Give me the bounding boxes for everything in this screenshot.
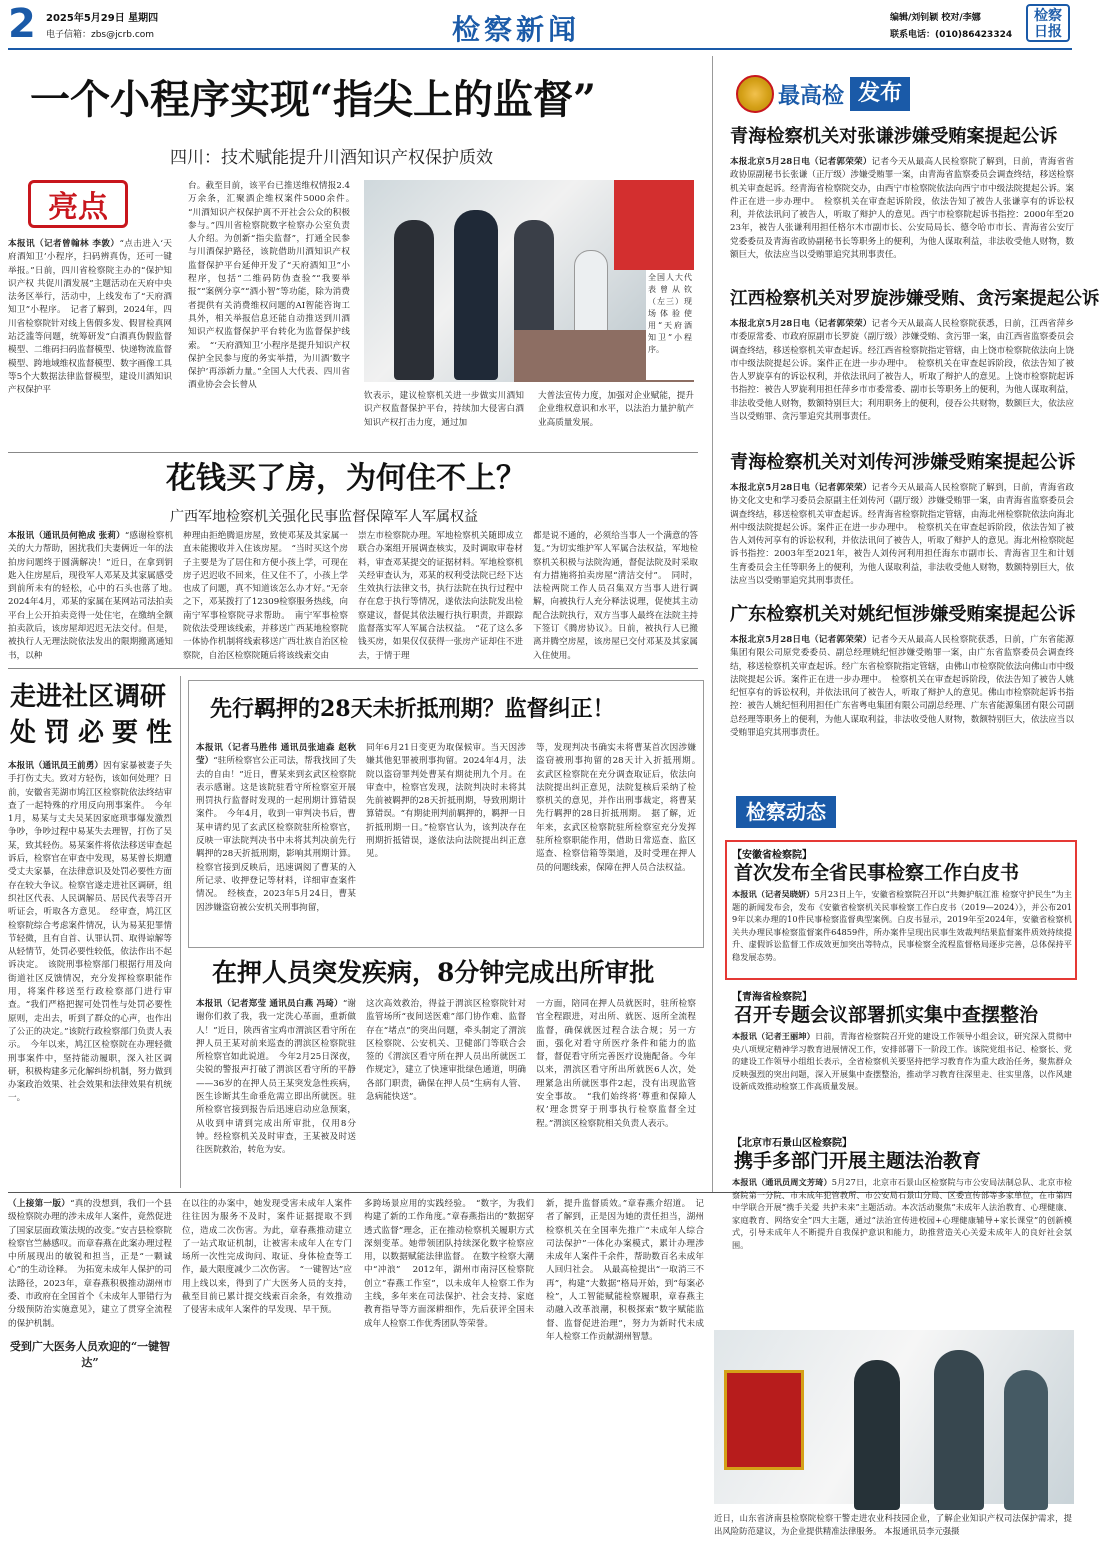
dynamics-item-2-title: 召开专题会议部署抓实集中查摆整治 [734, 1004, 1039, 1026]
dynamics-item-1-title: 首次发布全省民事检察工作白皮书 [734, 862, 1020, 884]
article-6-subheading: 受到广大医务人员欢迎的“一键智达” [9, 1339, 171, 1369]
dynamics-item-2-byline: 本报讯（记者王丽坤） [732, 1031, 815, 1041]
article-6-col4: 新，提升监督质效。”章春燕介绍道。 记者了解到，正是因为她的责任担当，湖州检察机关在全国率先推广“未成年人综合司法保护”一体化办案模式，累计办理涉未成年人案件千余件，帮助数百名未成年人回归社会。 从最高检提出“一取消三不再”，构建“大数据”格局开始，到“每案必检”，人工智能赋能检察履职，章春燕主动融入改革浪潮，积极探索“数字赋能监督、监督促进治理”，努力为新时代未成年人检察工作贡献湖州智慧。 [546, 1199, 704, 1342]
right-item-3-byline: 本报北京5月28日电（记者郭荣荣） [730, 483, 872, 493]
article-3-byline: 本报讯（通讯员王前勇） [8, 761, 103, 771]
release-banner-tag: 发布 [850, 77, 910, 111]
newspaper-logo: 检察日报 [1026, 4, 1070, 42]
article-1-photo [364, 180, 694, 382]
right-item-3-title: 青海检察机关对刘传河涉嫌受贿案提起公诉 [730, 452, 1076, 473]
right-item-1-title: 青海检察机关对张谦涉嫌受贿案提起公诉 [730, 126, 1058, 147]
article-3-body [8, 760, 172, 1186]
right-item-1-text: 记者今天从最高人民检察院了解到，日前，青海省省政协原副秘书长张谦（正厅级）涉嫌受贿罪一案，由青海省监察委员会调查终结，移送检察机关审查起诉。经青海省检察院交办，由西宁市检察院依法向西宁市中级法院提起公诉。案件正在进一步办理中。 检察机关在审查起诉阶段，依法告知了被告人张谦享有的诉讼权利，并依法讯问了被告人，听取了辩护人的意见。西宁市检察院起诉书指控：2000年至2023年，被告人张谦利用担任格尔木市副市长、公安局局长、德令哈市市长、青海省公安厅党委委员及青海省政协副秘书长等职务上的便利，为他人谋取利益，非法收受他人财物，数额巨大，依法应当以受贿罪追究其刑事责任。 [730, 157, 1074, 261]
editors: 编辑/刘钊颖 校对/李娜 [890, 13, 981, 23]
article-4-headline: 先行羁押的28天未折抵刑期？监督纠正！ [210, 696, 615, 722]
right-item-2-text: 记者今天从最高人民检察院获悉，日前，江西省萍乡市委原常委、市政府原副市长罗旋（副厅级）涉嫌受贿、贪污罪一案，由江西省监察委员会调查终结，移送检察机关审查起诉。经江西省检察院指定管辖，由上饶市检察院依法向上饶市中级法院提起公诉。案件正在进一步办理中。 检察机关在审查起诉阶段，依法告知了被告人罗旋享有的诉讼权利，并依法讯问了被告人，听取了辩护人的意见。上饶市检察院起诉书指控：被告人罗旋利用担任萍乡市市委常委、副市长等职务上的便利，为他人谋取利益，非法收受他人财物，数额特别巨大；利用职务上的便利，侵吞公共财物，数额巨大，依法应当以受贿罪、贪污罪追究其刑事责任。 [730, 319, 1074, 423]
section-title: 检察新闻 [452, 13, 581, 46]
phone: 联系电话：(010)86423324 [890, 30, 1013, 40]
article-2-col2: 种理由拒绝腾退房屋，致使邓某及其家属一直未能搬收并入住该房屋。 “当时买这个房子主要是为了居住和方便小孩上学，可现在房子迟迟收不回来，住又住不了，小孩上学也成了问题，真不知道该怎么办才好。”无奈之下，邓某拨打了12309检察服务热线，向南宁军事检察院寻求帮助。 南宁军事检察院依法受理该线索，并移送广西某地检察院一体协作机制将线索移送广西壮族自治区检察院，自治区检察院随后将该线索交由 [183, 531, 348, 661]
dynamics-item-3-tag: 【北京市石景山区检察院】 [732, 1138, 852, 1149]
article-2-byline: 本报讯（通讯员何艳成 张莉） [8, 531, 125, 541]
article-1-col1 [8, 238, 172, 414]
dynamics-item-1-body [732, 888, 1072, 976]
right-item-4-body [730, 634, 1074, 780]
bottom-photo-poster [724, 1370, 804, 1470]
page-number: 2 [8, 1, 36, 47]
article-2-col3: 崇左市检察院办理。军地检察机关随即成立联合办案组开展调查核实，及时调取审卷材料，审查邓某提交的证据材料。军地检察机关经审查认为，邓某的权利受法院已经下达生效执行法律文书，执行法院在执行过程中存在怠于执行等情况，遂依法向法院发出检察建议，督促其依法履行执行职责，并跟踪监督落实军人军属合法权益。 “花了这么多钱买房，如果仅仅获得一张房产证却住不进去，于情于理 [358, 531, 523, 661]
article-5-col3: 一方面，陪同在押人员就医时，驻所检察官全程跟进，对出所、就医、返所全流程监督，确保就医过程合法合规；另一方面，强化对看守所医疗条件和能力的监督，督促看守所完善医疗设施配备。今年以来，渭滨区看守所出所就医6人次，处理紧急出所就医事件2起，没有出现监管安全事故。 “我们始终将‘尊重和保障人权’理念贯穿于刑事执行检察监督全过程。”渭滨区检察院相关负责人表示。 [536, 999, 696, 1129]
article-4-byline: 本报讯（记者马胜伟 通讯员张迪森 赵秋莹） [196, 743, 356, 767]
article-5-headline: 在押人员突发疾病，8分钟完成出所审批 [212, 958, 655, 987]
bottom-photo-figure-3 [1004, 1370, 1048, 1510]
right-item-2-title: 江西检察机关对罗旋涉嫌受贿、贪污案提起公诉 [730, 288, 1099, 309]
dynamics-item-1-text: 5月23日上午，安徽省检察院召开以“共舞护航江淮 检察守护民生”为主题的新闻发布会，发布《安徽省检察机关民事检察工作白皮书（2019—2024）》，并公布2019年以来办理的10件民事检察监督典型案例。白皮书显示，2019年至2024年，安徽省检察机关共办理民事检察监督案件64859件，所办案件呈现出民事生效裁判结果监督案件质效持续提升、虚假诉讼监督工作成效更加突出等特点，民事检察全流程监督格局逐步完善，总体保持平稳发展态势。 [732, 889, 1072, 962]
right-item-1-body [730, 156, 1074, 276]
article-5-byline: 本报讯（记者郑莹 通讯员白燕 冯琦） [196, 999, 343, 1009]
highlight-badge-text: 亮点 [48, 190, 108, 225]
article-1-col2: 台。截至目前，该平台已推送维权情报2.4万余条，汇聚酒企维权案件5000余件。 “川酒知识产权保护离不开社会公众的积极参与。”四川省检察院数字检察办公室负责人介绍。为创新“指尖监督”，打通全民参与川酒保护路径，该院借助川酒知识产权监督保护平台延伸开发了“天府酒知卫”小程序，包括“二维码防伪查验”“我要举报”“案例分享”“酒小智”等功能，除为消费者提供有关消费维权问题的AI智能咨询工具外，相关举报信息还能自动推送到川酒知识产权监督保护平台转化为监督保护线索。 “‘天府酒知卫’小程序是提升知识产权保护全民参与度的务实举措，为川酒‘数字保护’再添新力量。”全国人大代表、四川省酒业协会会长曾从 [188, 181, 359, 391]
photo-figure-2 [454, 210, 498, 380]
dynamics-item-3-body [732, 1176, 1072, 1324]
right-item-4-title: 广东检察机关对姚纪恒涉嫌受贿案提起公诉 [730, 604, 1076, 625]
release-banner [736, 74, 914, 114]
bottom-photo [714, 1330, 1074, 1504]
article-2-headline: 花钱买了房，为何住不上？ [166, 461, 526, 496]
article-6-lead-tag: （上接第一版） [8, 1199, 71, 1209]
right-item-4-byline: 本报北京5月28日电（记者郭荣荣） [730, 635, 872, 645]
emblem-icon [736, 75, 774, 113]
article-5-col2: 这次高效救治，得益于渭滨区检察院针对监管场所“夜间送医难”部门协作难、监督存在“堵点”的突出问题，牵头制定了渭滨区检察院、公安机关、卫健部门等联合会签的《渭滨区看守所在押人员出所就医工作规定》，建立了快速审批绿色通道，明确各部门职责，确保在押人员“生病有人管、急病能快送”。 [366, 999, 526, 1103]
article-5-col1 [196, 998, 356, 1186]
article-1-subhead: 四川：技术赋能提升川酒知识产权保护质效 [170, 148, 493, 168]
right-item-2-body [730, 318, 1074, 442]
article-4-col2: 同年6月21日变更为取保候审。当天因涉嫌其他犯罪被刑事拘留。2024年4月，法院以盗窃罪判处曹某有期徒刑九个月。在审查中，检察官发现，法院判决时未将其先前被羁押的28天折抵刑期，导致刑期计算错误。“有期徒刑判前羁押的，羁押一日折抵刑期一日。”检察官认为，该判决存在刑期折抵错误，遂依法向法院提出纠正意见。 [366, 743, 526, 860]
dynamics-item-1-tag: 【安徽省检察院】 [732, 850, 812, 861]
article-4-col1-text: “驻所检察官公正司法，帮我找回了失去的自由！”近日，曹某来到玄武区检察院表示感谢。这是该院驻看守所检察室开展刑罚执行监督时发现的一起刑期计算错误案件。 今年4月，收到一审判决书后，曹某申请约见了玄武区检察院驻所检察官，反映一审法院判决书中未将其判决前先行羁押的28天折抵刑期，影响其刑期计算。检察官接到反映后，迅速调阅了曹某的入所记录、收押登记等材料，详细审查案件情况。 经核查，2023年5月24日，曹某因涉嫌盗窃被公安机关刑事拘留， [196, 756, 356, 913]
right-item-4-text: 记者今天从最高人民检察院获悉，日前，广东省能源集团有限公司原党委委员、副总经理姚纪恒涉嫌受贿罪一案，由广东省监察委员会调查终结，移送检察机关审查起诉。经广东省检察院指定管辖，由佛山市检察院依法向佛山市中级法院提起公诉。案件正在进一步办理中。 检察机关在审查起诉阶段，依法告知了被告人姚纪恒享有的诉讼权利，并依法讯问了被告人，听取了辩护人的意见。佛山市检察院起诉书指控：被告人姚纪恒利用担任广东省粤电集团有限公司副总经理、广东省能源集团有限公司副总经理等职务上的便利，为他人谋取利益，非法收受他人财物，数额特别巨大，依法应当以受贿罪追究其刑事责任。 [730, 635, 1074, 739]
photo-display-board [614, 180, 694, 270]
article-2-col1 [8, 530, 182, 661]
article-1-byline: 本报讯（记者曾翰林 李敦） [8, 239, 120, 249]
article-6-col1-text: “真的没想到，我们一个县级检察院办理的涉未成年人案件，竟然促进了国家层面政策法规的改变。”安吉县检察院检察官竺赫感叹。而章春燕在此案办理过程中所展现出的敏锐和担当，正是“一颗诚心”的生动诠释。 为拓宽未成年人保护的司法路径，2023年，章春燕积极推动湖州市委、市政府在全国首个《未成年人罪错行为分级预防治实施意见》，建立了贯穿全流程的保护机制。 [8, 1199, 172, 1329]
article-4-col3: 等，发现判决书确实未将曹某首次因涉嫌盗窃被刑事拘留的28天计入折抵刑期。 玄武区检察院在充分调查取证后，依法向法院提出纠正意见，法院复核后采纳了检察机关的意见，并作出刑事裁定，将曹某先行羁押的28日折抵刑期。 据了解，近年来，玄武区检察院驻所检察室充分发挥驻所检察职能作用，借助日常巡查、监区巡查、检察信箱等渠道，及时受理在押人员的问题线索，保障在押人员合法权益。 [536, 743, 705, 873]
article-5-body [196, 998, 696, 1186]
article-2-body [8, 530, 698, 660]
bottom-photo-figure-1 [854, 1360, 900, 1510]
right-item-1-byline: 本报北京5月28日电（记者郭荣荣） [730, 157, 872, 167]
dynamics-item-3-byline: 本报讯（通讯员周文芳琦） [732, 1177, 832, 1187]
email: 电子信箱：zbs@jcrb.com [46, 30, 155, 40]
article-6-col3: 多跨场景应用的实践经验。 “数字，为我们构建了新的工作角度。”章春燕指出的“数据穿透式监督”理念，正在推动检察机关履职方式深刻变革。她带领团队持续深化数字检察应用，以数据赋能法律监督。 在数字检察大潮中“冲浪” 2012年，湖州市南浔区检察院创立“春燕工作室”，以未成年人检察工作为主线，多年来在司法保护、社会支持、家庭教育指导等方面深耕细作，先后获评全国未成年人检察工作优秀团队等荣誉。 [364, 1199, 534, 1329]
issue-date: 2025年5月29日 星期四 [46, 13, 159, 24]
highlight-badge [28, 180, 128, 228]
photo-figure-1 [394, 220, 434, 380]
article-5-col1-text: “谢谢你们救了我，我一定洗心革面，重新做人！”近日，陕西省宝鸡市渭滨区看守所在押人员王某对前来巡查的渭滨区检察院驻所检察官如此说道。 今年2月25日深夜，尖锐的警报声打破了渭滨区看守所的平静——36岁的在押人员王某突发急性疾病，医生诊断其生命垂危需立即出所就医。驻所检察官接到报告后迅速启动应急预案，从收到申请到完成出所审批，仅用8分钟。经检察机关及时审查，王某被及时送往医院救治，转危为安。 [196, 999, 356, 1156]
article-1-headline: 一个小程序实现“指尖上的监督” [30, 76, 597, 123]
article-3-headline-line1: 走进社区调研 [10, 682, 167, 712]
dynamics-header: 检察动态 [736, 796, 836, 828]
article-4-col1 [196, 742, 356, 942]
dynamics-item-1-byline: 本报讯（记者吴晓妍） [732, 889, 815, 899]
right-item-2-byline: 本报北京5月28日电（记者郭荣荣） [730, 319, 872, 329]
article-1-photo-caption: 全国人大代表曾从钦（左三）现场体验使用“天府酒知卫”小程序。 [646, 270, 694, 380]
article-4-body [196, 742, 705, 942]
article-1-col1-text: “点击进入‘天府酒知卫’小程序，扫码辨真伪，还可一键举报。”日前，四川省检察院主办的“保护知识产权 共促川酒发展”主题活动在天府中央法务区举行，活动中，上线发布了“天府酒知卫”小程序。 记者了解到，2024年，四川省检察院针对线上售假多发、假冒检真网站泛滥等问题，统筹研发“白酒真伪假监督模型、二维码扫码监督模型、快递物流监督模型、跨地域维权监督模型、数字画像工具等5个大数据法律监督模型，建设川酒知识产权保护平 [8, 239, 172, 396]
article-1-col3: 钦表示，建议检察机关进一步做实川酒知识产权监督保护平台，持续加大侵害白酒知识产权打击力度，通过加 [364, 391, 524, 428]
bottom-photo-caption: 近日，山东省济南县检察院检察干警走进农业科技园企业，了解企业知识产权司法保护需求，提出风险防范建议，为企业提供精准法律服务。 本报通讯员李元强摄 [714, 1513, 1072, 1536]
release-banner-label: 最高检 [778, 83, 845, 109]
right-item-3-text: 记者今天从最高人民检察院了解到，日前，青海省政协文化文史和学习委员会原副主任刘传河（副厅级）涉嫌受贿罪一案，由青海省监察委员会调查终结，移送检察机关审查起诉。经青海省检察院指定管辖，由海北州检察院依法向海北州中级法院提起公诉。案件正在进一步办理中。 检察机关在审查起诉阶段，依法告知了被告人刘传河享有的诉讼权利，并依法讯问了被告人，听取了辩护人的意见。海北州检察院起诉书指控：2003年至2021年，被告人刘传河利用担任海东市副市长、青海省卫生和计划生育委员会主任等职务上的便利，为他人谋取利益，非法收受他人财物，数额特别巨大，依法应当以受贿罪追究其刑事责任。 [730, 483, 1074, 587]
right-item-3-body [730, 482, 1074, 594]
dynamics-item-3-text: 5月27日，北京市石景山区检察院与市公安局法制总队、北京市检察院第一分院、市未成年犯管教所、市公安局石景山分局、区委宣传部等多家单位，在市第四中学联合开展“携手关爱 共护未来”主题活动。本次活动聚焦“未成年人法治教育、心理健康、家庭教育、网络安全”四大主题，通过“法治宣传进校园+心理健康辅导+家长课堂”的创新模式，引导未成年人不断提升自我保护意识和能力，助推营造关心关爱未成年人的良好社会氛围。 [732, 1177, 1072, 1250]
article-2-subhead: 广西军地检察机关强化民事监督保障军人军属权益 [170, 509, 478, 525]
dynamics-item-2-body [732, 1030, 1072, 1128]
dynamics-item-2-tag: 【青海省检察院】 [732, 992, 812, 1003]
article-6-col1 [8, 1198, 172, 1544]
article-3-text: 因有家暴被妻子失手打伤丈夫。致对方轻伤，该如何处理？日前，安徽省芜湖市鸠江区检察院依法终结审查了一起特殊的疗用反向刑事案件。 今年1月，易某与丈夫吴某因家庭琐事爆发激烈争吵，争吵过程中易某失去理智，打伤了吴某，致其轻伤。易某案件将依法移送审查起诉后，检察官在审查中发现，易某曾长期遭受丈夫家暴，在法律意识及处罚必要性方面存在较大争议。检察官遂走进社区调研，组织社区代表、人民调解员、居民代表等召开听证会，听取各方意见。 经审查，鸠江区检察院综合考虑案件情况，认为易某犯罪情节轻微，且有自首、认罪认罚、取得谅解等从轻情节，处罚必要性较低，依法作出不起诉决定。 该院刑事检察部门根据行用及向街道社区反馈情况，充分发挥检察职能作用，将案件移送至行政检察部门进行审查。“我们严格把握可处罚性与处罚必要性原则，走出去，听到了群众的心声，也作出了公正的决定。”该院行政检察部门负责人表示。 今年以来，鸠江区检察院在办理轻微刑事案件中，坚持能动履职，深入社区调研，积极构建多元化解纠纷机制，努力做到办案政治效果、社会效果和法律效果有机统一。 [8, 761, 172, 1104]
bottom-photo-figure-2 [934, 1350, 984, 1510]
article-2-col1-text: “感谢检察机关的大力帮助，困扰我们夫妻俩近一年的法拍房问题终于圆满解决！”近日，在拿到钥匙入住房屋后，现役军人邓某及其家属感受到前所未有的轻松，心中的石头也落了地。 2024年4月，邓某的家属在某网站司法拍卖平台上公开拍卖竞得一处住宅，在缴纳全额拍卖款后，该房屋却迟迟无法交付。但是，被执行人无理法院依法发出的限期搬离通知书，以种 [8, 531, 182, 661]
article-6-col2: 在以往的办案中，她发现受害未成年人案件往往因为服务不及时，案件证据提取不到位，造成二次伤害。为此，章春燕推动建立了一站式取证机制，让被害未成年人在专门场所一次性完成询问、取证、身体检查等工作，最大限度减少二次伤害。 “一键智达”应用上线以来，得到了广大医务人员的支持，截至目前已累计提交线索百余条，有效推动了侵害未成年人案件的早发现、早干预。 [182, 1199, 352, 1316]
article-3-headline-line2: 处罚必要性 [10, 718, 181, 748]
article-1-col4: 大普法宣传力度，加强对企业赋能，提升企业维权意识和水平，以法治力量护航产业高质量发展。 [538, 391, 694, 428]
article-2-col4: 都是说不通的，必须给当事人一个满意的答复。”为切实维护军人军属合法权益，军地检察机关积极与法院沟通，督促法院及时采取有力措施将拍卖房屋“清洁交付”。 同时，法检两院工作人员召集双方当事人进行调解，向被执行人充分释法说理，促使其主动配合法院执行，双方当事人最终在法院主持下签订《腾房协议》。日前，被执行人已搬离并腾空房屋，该房屋已交付邓某及其家属入住使用。 [533, 531, 698, 661]
dynamics-item-2-text: 日前，青海省检察院召开党的建设工作领导小组会议，研究深入贯彻中央八项规定精神学习教育进展情况工作，安排部署下一阶段工作。该院党组书记、检察长、党的建设工作领导小组组长表示，全省检察机关要坚持把学习教育作为重大政治任务，聚焦群众反映强烈的突出问题，深入开展集中查摆整治，推动学习教育往深里走、往实里落，以作风建设新成效推动检察工作高质量发展。 [732, 1031, 1072, 1091]
dynamics-item-3-title: 携手多部门开展主题法治教育 [734, 1150, 982, 1172]
